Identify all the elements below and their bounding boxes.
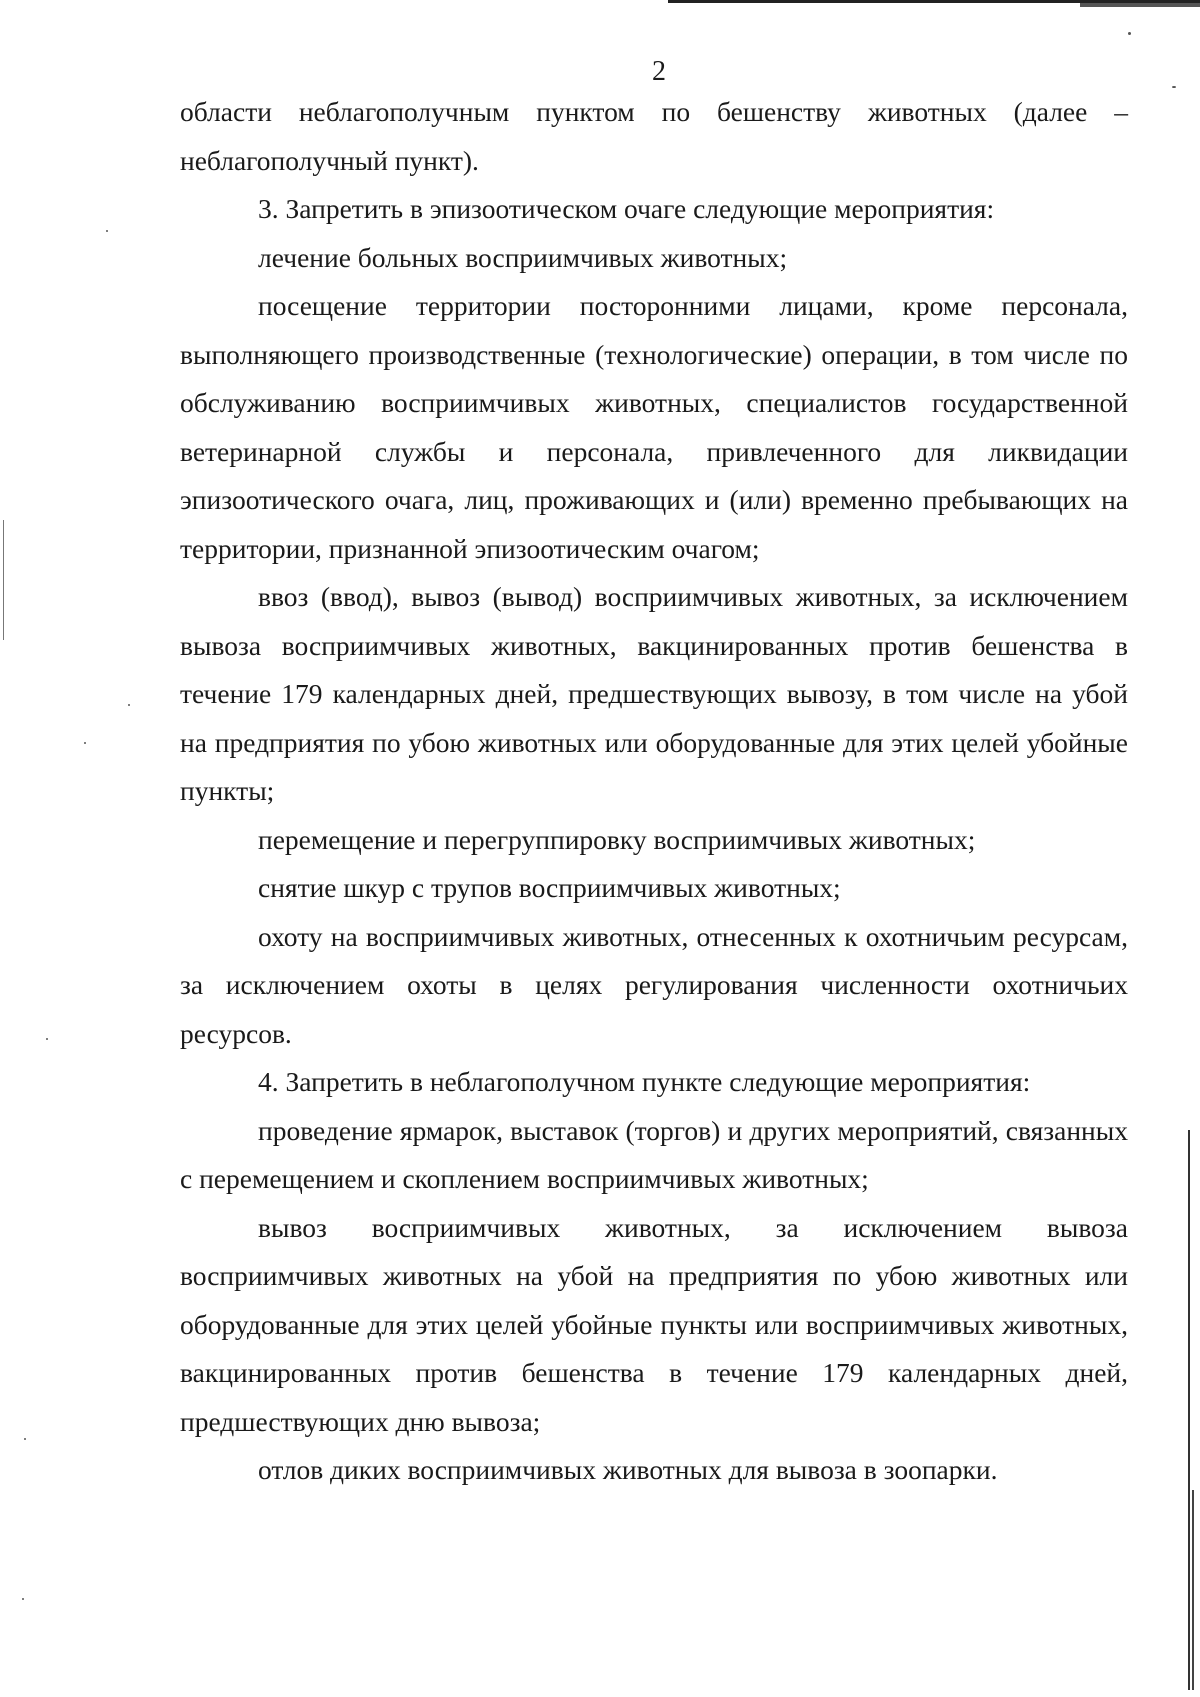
- paragraph-item-3-heading: 3. Запретить в эпизоотическом очаге следующие мероприятия:: [258, 193, 995, 224]
- paragraph-prohibition-treatment: лечение больных восприимчивых животных;: [258, 241, 788, 273]
- paragraph-prohibition-export: вывоз восприимчивых животных, за исключением вывоза восприимчивых животных на убой на предприятия по убою животных или оборудованные для этих целей убойные пункты или восприимчивых животных, вакцинированных против бешенства в течение 179 календарных дней, предшествующих дню вывоза;: [180, 1211, 1128, 1437]
- paragraph-continuation: области неблагополучным пунктом по бешенству животных (далее – неблагополучный пункт).: [180, 96, 1128, 176]
- scan-edge-right: [1188, 1130, 1190, 1690]
- scan-edge-left: [3, 520, 4, 640]
- scan-speck: [84, 742, 86, 744]
- scan-speck: [128, 704, 130, 706]
- scan-speck: [22, 1598, 24, 1600]
- scan-edge-right-lower: [1192, 1490, 1194, 1690]
- scan-speck: [24, 1438, 26, 1440]
- paragraph-prohibition-hunting: охоту на восприимчивых животных, отнесенных к охотничьим ресурсам, за исключением охоты в целях регулирования численности охотничьих ресурсов.: [180, 920, 1128, 1049]
- paragraph-prohibition-fairs: проведение ярмарок, выставок (торгов) и других мероприятий, связанных с перемещением и скоплением восприимчивых животных;: [180, 1114, 1128, 1194]
- paragraph-prohibition-capture: отлов диких восприимчивых животных для вывоза в зоопарки.: [258, 1454, 998, 1485]
- scan-speck: [1128, 32, 1131, 35]
- scan-speck: [106, 230, 108, 232]
- paragraph-prohibition-skinning: снятие шкур с трупов восприимчивых животных;: [258, 872, 841, 903]
- paragraph-prohibition-regrouping: перемещение и перегруппировку восприимчивых животных;: [258, 823, 976, 855]
- scan-speck: [46, 1038, 48, 1040]
- paragraph-prohibition-import-export: ввоз (ввод), вывоз (вывод) восприимчивых животных, за исключением вывоза восприимчивых животных, вакцинированных против бешенства в течение 179 календарных дней, предшествующих вывозу, в том числе на убой на предприятия по убою животных или оборудованные для этих целей убойные пункты;: [180, 581, 1128, 806]
- page-number: 2: [652, 56, 666, 87]
- paragraph-item-4-heading: 4. Запретить в неблагополучном пункте следующие мероприятия:: [258, 1066, 1031, 1097]
- document-body: [180, 88, 1128, 1495]
- paragraph-prohibition-visits: посещение территории посторонними лицами, кроме персонала, выполняющего производственные (технологические) операции, в том числе по обслуживанию восприимчивых животных, специалистов государственной ветеринарной службы и персонала, привлеченного для ликвидации эпизоотического очага, лиц, проживающих и (или) временно пребывающих на территории, признанной эпизоотическим очагом;: [180, 290, 1128, 564]
- scan-edge-top-shadow: [1080, 3, 1200, 7]
